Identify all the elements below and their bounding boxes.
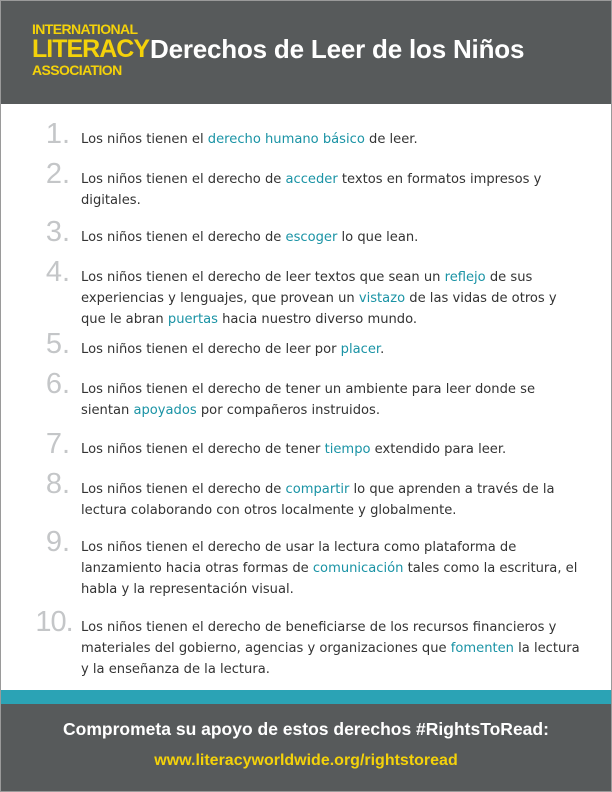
logo-line-association: ASSOCIATION	[32, 62, 122, 78]
right-number: 2.	[45, 158, 71, 190]
text-segment: por compañeros instruidos.	[196, 403, 380, 418]
highlighted-keyword: tiempo	[324, 442, 371, 457]
right-number: 1.	[45, 118, 71, 150]
right-text	[81, 267, 581, 330]
pledge-text: Comprometa su apoyo de estos derechos #RightsToRead:	[63, 719, 549, 739]
text-segment: tales como la escritura, el habla y la representación visual.	[81, 561, 578, 597]
text-segment: lo que lean.	[337, 230, 419, 245]
text-segment: .	[380, 342, 385, 357]
highlighted-keyword: reflejo	[444, 270, 486, 285]
text-segment: lo que aprenden a través de la lectura colaborando con otros localmente y globalmente.	[81, 482, 555, 518]
header-banner	[1, 1, 611, 104]
text-segment: Los niños tienen el derecho de leer por	[81, 342, 341, 357]
highlighted-keyword: apoyados	[133, 403, 197, 418]
text-segment: extendido para leer.	[370, 442, 507, 457]
right-text	[81, 439, 581, 460]
right-text	[81, 479, 581, 521]
text-segment: Los niños tienen el derecho de	[81, 230, 286, 245]
right-text	[81, 227, 581, 248]
right-number: 5.	[45, 328, 71, 360]
highlighted-keyword: fomenten	[450, 641, 514, 656]
text-segment: textos en formatos impresos y digitales.	[81, 172, 542, 208]
right-number: 7.	[45, 428, 71, 460]
highlighted-keyword: placer	[340, 342, 381, 357]
text-segment: Los niños tienen el derecho de tener un ambiente para leer donde se sientan	[81, 382, 536, 418]
footer-banner	[1, 704, 611, 791]
right-number: 8.	[45, 468, 71, 500]
highlighted-keyword: comunicación	[312, 561, 404, 576]
right-text	[81, 339, 581, 360]
highlighted-keyword: acceder	[285, 172, 338, 187]
right-number: 3.	[45, 216, 71, 248]
text-segment: de sus experiencias y lenguajes, que provean un	[81, 270, 533, 306]
right-number: 9.	[45, 526, 71, 558]
logo-line-international: INTERNATIONAL	[32, 21, 138, 37]
page-title: Derechos de Leer de los Niños	[150, 34, 525, 64]
text-segment: Los niños tienen el derecho de tener	[81, 442, 325, 457]
website-link[interactable]: www.literacyworldwide.org/rightstoread	[154, 752, 458, 769]
right-text	[81, 129, 581, 150]
text-segment: Los niños tienen el derecho de usar la lectura como plataforma de lanzamiento hacia otras formas de	[81, 540, 517, 576]
teal-divider	[1, 690, 611, 704]
text-segment: Los niños tienen el derecho de	[81, 172, 286, 187]
text-segment: la lectura y la enseñanza de la lectura.	[81, 641, 580, 677]
right-text	[81, 379, 581, 421]
text-segment: Los niños tienen el	[81, 132, 208, 147]
highlighted-keyword: derecho humano básico	[207, 132, 365, 147]
right-number: 4.	[45, 256, 71, 288]
right-text	[81, 169, 581, 211]
highlighted-keyword: vistazo	[358, 291, 406, 306]
right-number: 10.	[35, 606, 73, 638]
text-segment: de las vidas de otros y que le abran	[81, 291, 557, 327]
text-segment: hacia nuestro diverso mundo.	[217, 312, 418, 327]
text-segment: Los niños tienen el derecho de	[81, 482, 286, 497]
text-segment: Los niños tienen el derecho de leer textos que sean un	[81, 270, 445, 285]
right-text	[81, 617, 581, 680]
text-segment: Los niños tienen el derecho de beneficiarse de los recursos financieros y materiales del gobierno, agencias y organizaciones que	[81, 620, 557, 656]
highlighted-keyword: escoger	[285, 230, 338, 245]
logo-line-literacy: LITERACY	[32, 35, 149, 63]
right-number: 6.	[45, 368, 71, 400]
ila-logo	[32, 21, 149, 78]
text-segment: de leer.	[364, 132, 418, 147]
highlighted-keyword: puertas	[167, 312, 218, 327]
right-text	[81, 537, 581, 600]
highlighted-keyword: compartir	[285, 482, 350, 497]
